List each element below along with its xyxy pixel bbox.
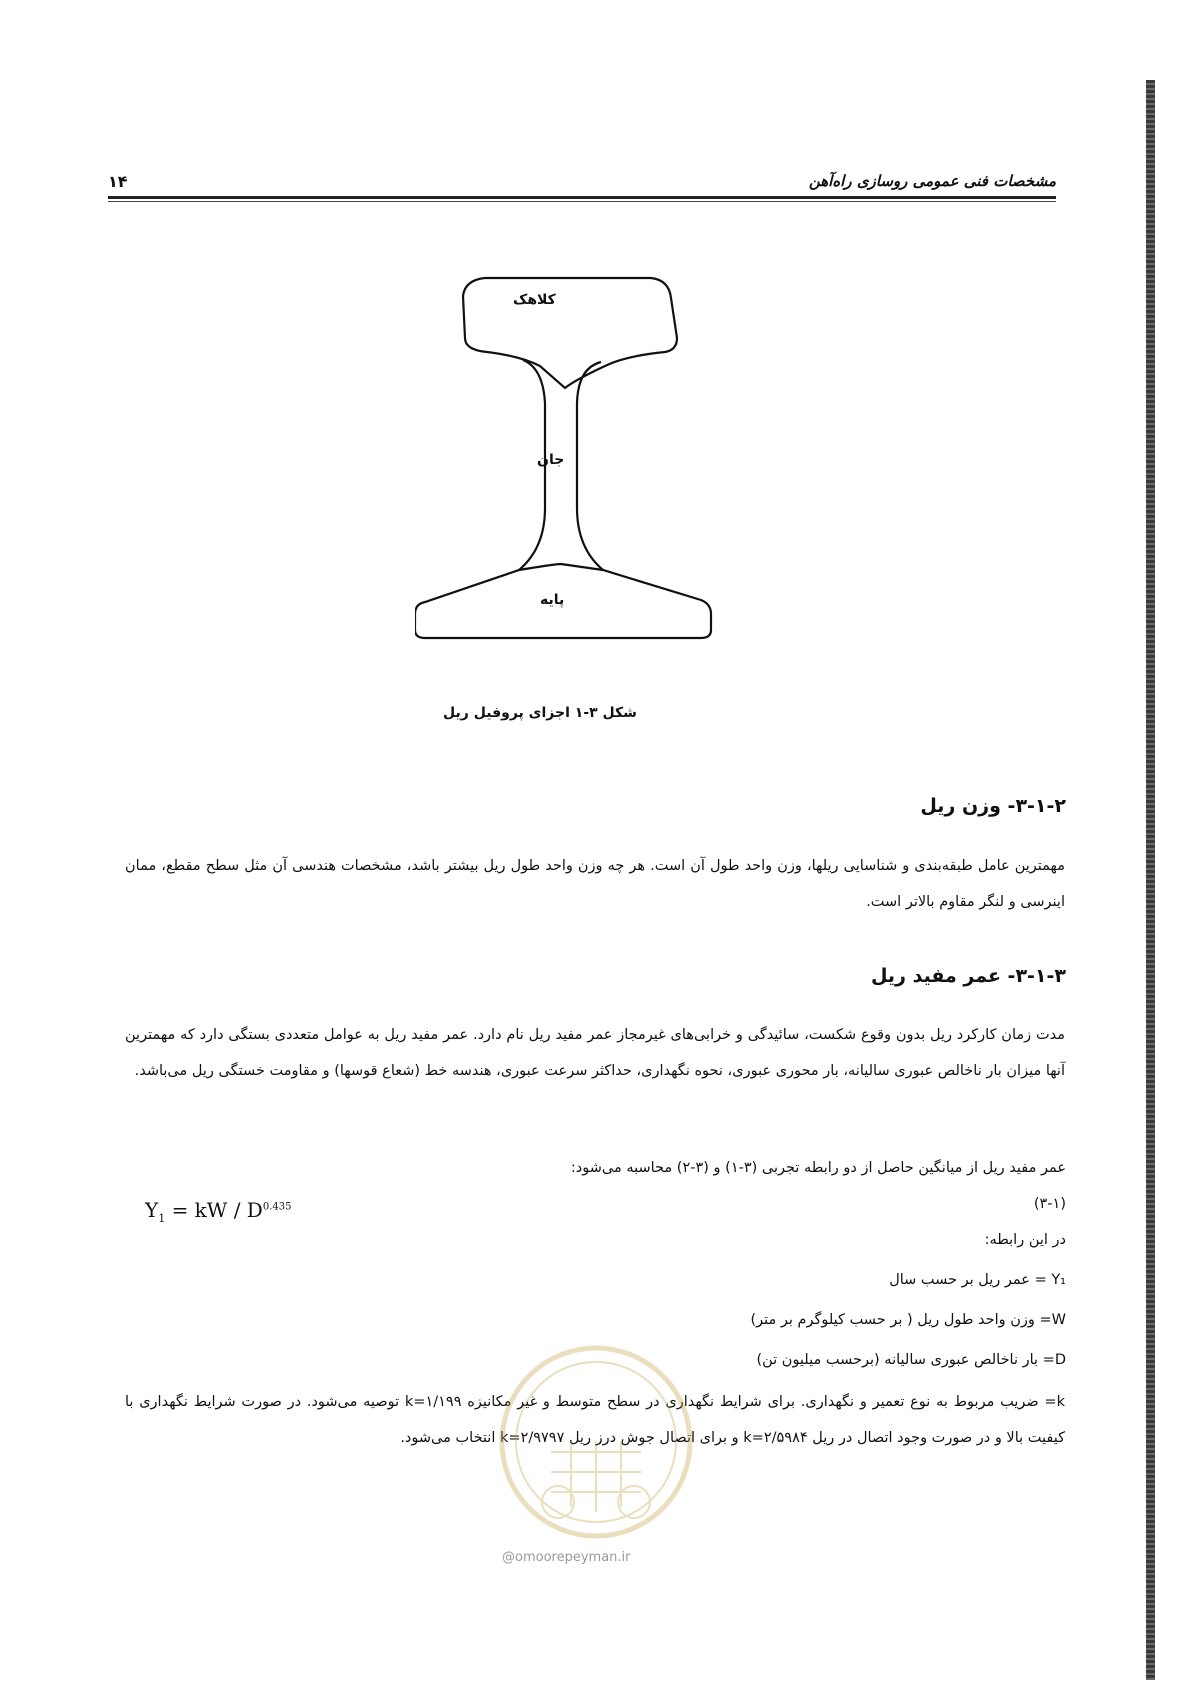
- watermark-url: @omoorepeyman.ir: [502, 1550, 631, 1565]
- figure-caption: شکل ۳-۱ اجزای پروفیل ریل: [443, 705, 637, 721]
- formula-exponent: 0.435: [262, 1201, 292, 1213]
- label-head: کلاهک: [513, 292, 556, 308]
- rail-profile-figure: [415, 268, 725, 698]
- running-title: مشخصات فنی عمومی روسازی راه‌آهن: [808, 172, 1056, 190]
- rail-life-formula: [145, 1198, 291, 1225]
- paragraph-rail-life: مدت زمان کارکرد ریل بدون وقوع شکست، سائیدگی و خرابی‌های غیرمجاز عمر مفید ریل نام دارد. عمر مفید ریل به عوامل متعددی بستگی دارد که مهمترین آنها میزان بار ناخالص عبوری سالیانه، بار محوری عبوری، نحوه نگهداری، حداکثر سرعت عبوری، هندسه خط (شعاع قوسها) و مقاومت خستگی ریل می‌باشد.: [125, 1027, 1065, 1079]
- definition-d: D= بار ناخالص عبوری سالیانه (برحسب میلیون تن): [756, 1352, 1066, 1368]
- rail-profile-drawing: [415, 268, 725, 698]
- formula-lhs: Y: [145, 1198, 159, 1222]
- header-rule: [108, 196, 1056, 199]
- scan-edge: [1146, 80, 1155, 1680]
- section-heading-rail-weight: ۳-۱-۲- وزن ریل: [920, 795, 1066, 817]
- definition-w: W= وزن واحد طول ریل ( بر حسب کیلوگرم بر متر): [750, 1312, 1066, 1328]
- paragraph-rail-weight: مهمترین عامل طبقه‌بندی و شناسایی ریلها، وزن واحد طول آن است. هر چه وزن واحد طول ریل بیشتر باشد، مشخصات هندسی آن مثل سطح مقطع، ممان اینرسی و لنگر مقاوم بالاتر است.: [125, 858, 1065, 910]
- formula-intro: عمر مفید ریل از میانگین حاصل از دو رابطه تجربی (۳-۱) و (۳-۲) محاسبه می‌شود:: [570, 1160, 1066, 1176]
- definition-y1: Y₁ = عمر ریل بر حسب سال: [889, 1272, 1066, 1288]
- section-heading-rail-life: ۳-۱-۳- عمر مفید ریل: [870, 965, 1066, 987]
- equation-number: (۳-۱): [1033, 1196, 1066, 1212]
- paragraph-k-factor: k= ضریب مربوط به نوع تعمیر و نگهداری. برای شرایط نگهداری در سطح متوسط و غیر مکانیزه k=۱/۱۹۹ توصیه می‌شود. در صورت شرایط نگهداری با کیفیت بالا و در صورت وجود اتصال در ریل k=۲/۵۹۸۴ و برای اتصال جوش درز ریل k=۲/۹۷۹۷ انتخاب می‌شود.: [125, 1394, 1065, 1446]
- formula-rhs: = kW / D: [171, 1198, 263, 1222]
- formula-subscript: 1: [158, 1212, 166, 1225]
- label-base: پایه: [540, 592, 565, 608]
- header-rule-thin: [108, 201, 1056, 202]
- label-web: جان: [537, 452, 565, 468]
- where-label: در این رابطه:: [984, 1232, 1066, 1248]
- page-number: ۱۴: [108, 172, 128, 191]
